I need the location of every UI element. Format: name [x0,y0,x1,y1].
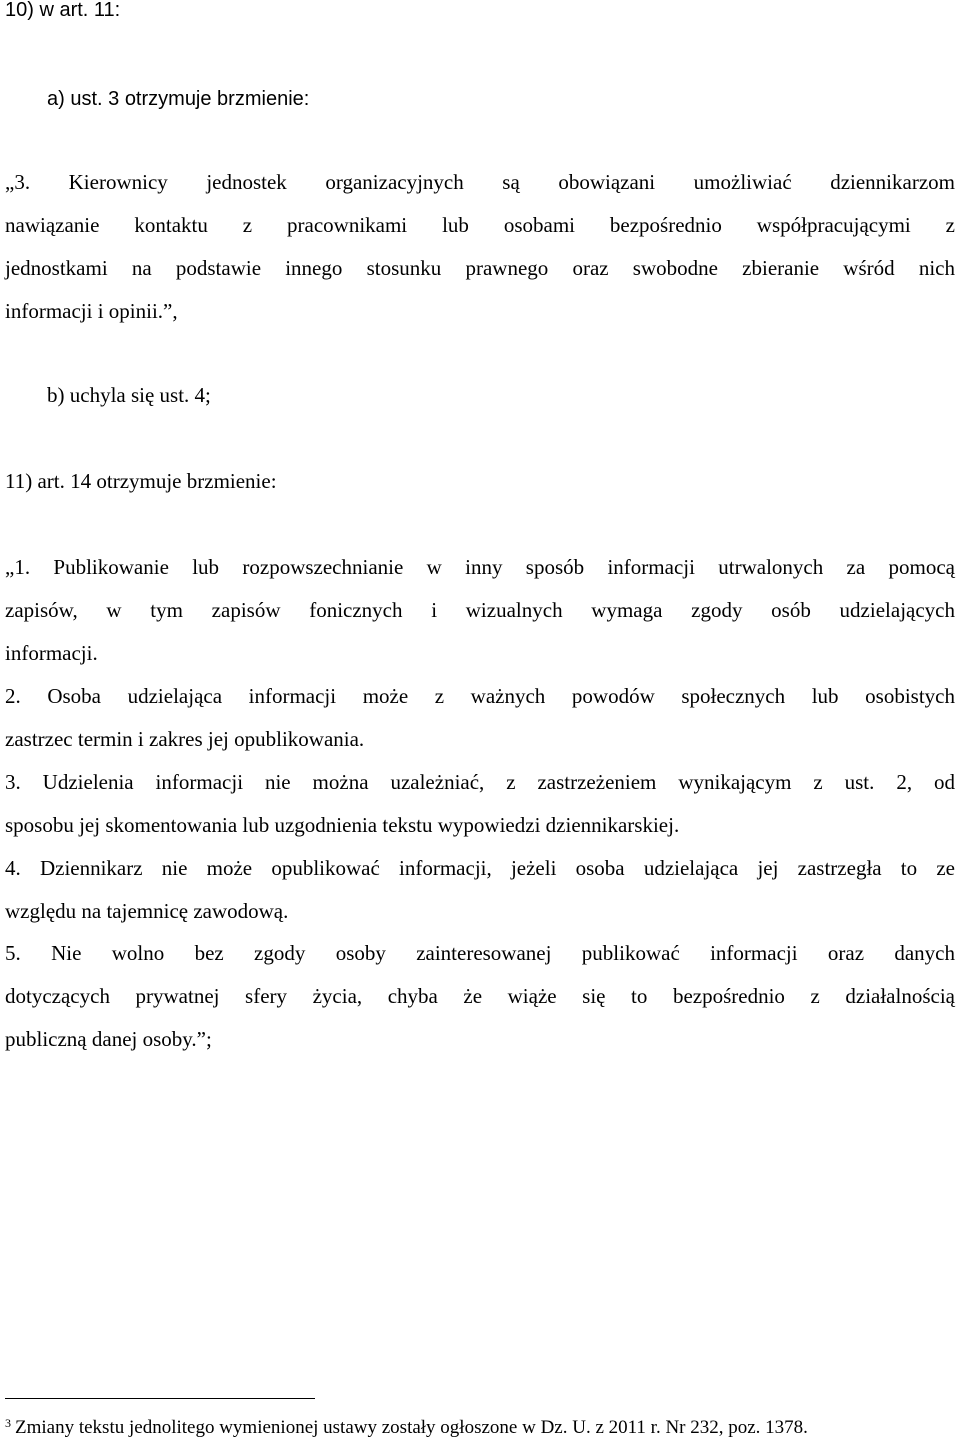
item-11-heading: 11) art. 14 otrzymuje brzmienie: [5,469,277,493]
footnote-divider [5,1398,315,1399]
item-11-text-line-1: „1. Publikowanie lub rozpowszechnianie w inny sposób informacji utrwalonych za pomocą [5,555,955,579]
footnote [5,1416,808,1441]
item-11-text-line-12: publiczną danej osoby.”; [5,1027,212,1051]
item-11-text-line-11: dotyczących prywatnej sfery życia, chyba że wiąże się to bezpośrednio z działalnością [5,984,955,1008]
item-11-text-line-2: zapisów, w tym zapisów fonicznych i wizualnych wymaga zgody osób udzielających [5,598,955,622]
item-10a-text-line-4: informacji i opinii.”, [5,299,178,323]
item-10-heading: 10) w art. 11: [5,0,121,21]
footnote-text: Zmiany tekstu jednolitego wymienionej ustawy zostały ogłoszone w Dz. U. z 2011 r. Nr 232, poz. 1378. [15,1417,808,1438]
item-11-text-line-8: 4. Dziennikarz nie może opublikować informacji, jeżeli osoba udzielająca jej zastrzegła to ze [5,856,955,880]
item-10a-text-line-3: jednostkami na podstawie innego stosunku prawnego oraz swobodne zbieranie wśród nich [5,256,955,280]
item-11-text-line-4: 2. Osoba udzielająca informacji może z ważnych powodów społecznych lub osobistych [5,684,955,708]
item-10a-heading: a) ust. 3 otrzymuje brzmienie: [47,88,310,110]
item-10a-text-line-1: „3. Kierownicy jednostek organizacyjnych są obowiązani umożliwiać dziennikarzom [5,170,955,194]
item-10b-text: b) uchyla się ust. 4; [47,383,211,407]
item-11-text-line-3: informacji. [5,641,98,665]
item-11-text-line-6: 3. Udzielenia informacji nie można uzależniać, z zastrzeżeniem wynikającym z ust. 2, od [5,770,955,794]
item-11-text-line-5: zastrzec termin i zakres jej opublikowania. [5,727,365,751]
item-11-text-line-9: względu na tajemnicę zawodową. [5,899,289,923]
item-10a-text-line-2: nawiązanie kontaktu z pracownikami lub osobami bezpośrednio współpracującymi z [5,213,955,237]
footnote-mark: 3 [5,1416,11,1430]
item-11-text-line-7: sposobu jej skomentowania lub uzgodnienia tekstu wypowiedzi dziennikarskiej. [5,813,680,837]
item-11-text-line-10: 5. Nie wolno bez zgody osoby zainteresowanej publikować informacji oraz danych [5,941,955,965]
